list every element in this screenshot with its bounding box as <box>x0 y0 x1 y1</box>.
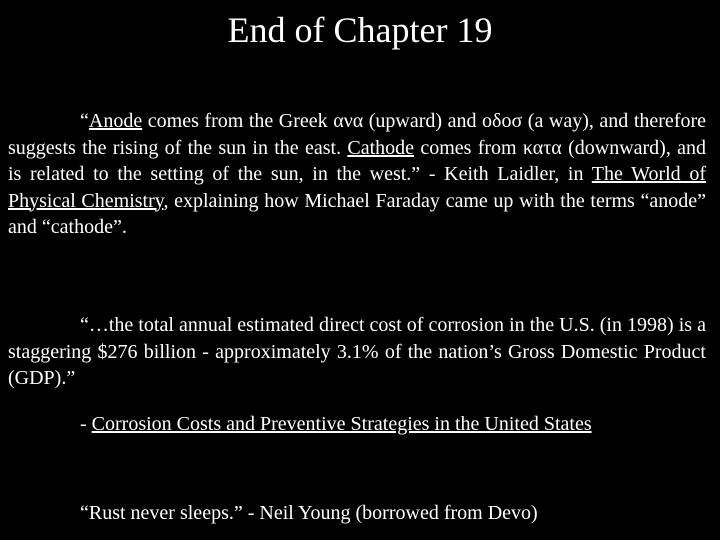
greek-upward: ανα <box>333 110 364 132</box>
corrosion-cost-quote: “…the total annual estimated direct cost of corrosion in the U.S. (in 1998) is a staggering $276 billion - approximately 3.1% of the nation’s Gross Domestic Product (GDP).” <box>8 314 706 389</box>
rust-quote: “Rust never sleeps.” - Neil Young (borrowed from Devo) <box>80 502 538 524</box>
term-anode: Anode <box>88 110 143 132</box>
term-cathode: Cathode <box>347 136 415 159</box>
corrosion-source: - Corrosion Costs and Preventive Strategies in the United States <box>80 413 592 435</box>
greek-way: οδοσ <box>482 110 523 132</box>
greek-downward: κατα <box>522 136 562 159</box>
book-title: The World of Physical Chemistry <box>8 163 706 212</box>
quote-open: “ <box>80 110 89 132</box>
laidler-quote: “Anode comes from the Greek ανα (upward) and οδοσ (a way), and therefore suggests the rising of the sun in the east. Cathode comes from κατα (downward), and is related to the setting of the sun, in the west.” - Keith Laidler, in The World of Physical Chemistry, explaining how Michael Faraday came up with the terms “anode” and “cathode”. <box>8 110 707 238</box>
source-title: Corrosion Costs and Preventive Strategies in the United States <box>91 413 592 435</box>
slide-title: End of Chapter 19 <box>227 10 493 50</box>
